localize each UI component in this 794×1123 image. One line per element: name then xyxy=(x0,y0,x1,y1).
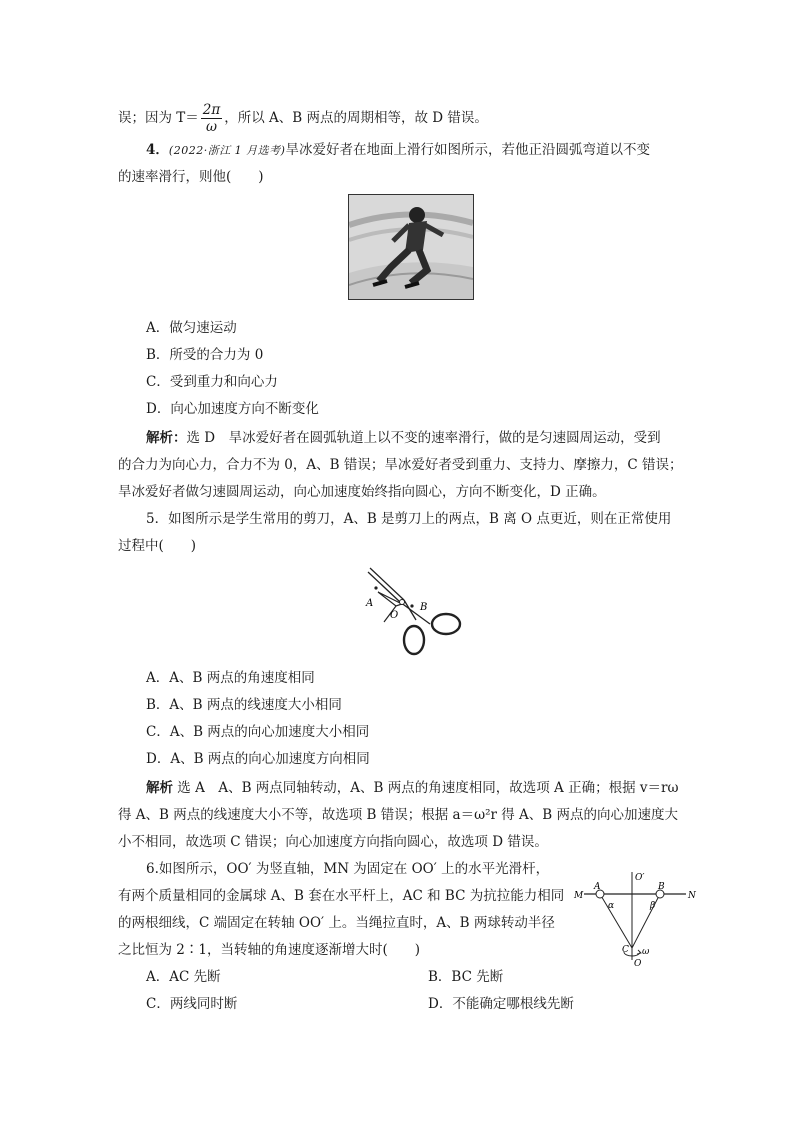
q4-answer-text1: 选 D 旱冰爱好者在圆弧轨道上以不变的速率滑行，做的是匀速圆周运动，受到 xyxy=(186,430,661,446)
rod-label-n: N xyxy=(688,891,696,901)
q4-option-b: B．所受的合力为 0 xyxy=(146,347,264,363)
q6-option-a: A．AC 先断 xyxy=(146,969,221,985)
q4-option-c: C．受到重力和向心力 xyxy=(146,374,278,390)
skater-figure xyxy=(348,194,474,300)
rod-label-o-bottom: O xyxy=(634,959,642,968)
q6-option-row1 xyxy=(146,967,666,987)
q4-stem-text1: 旱冰爱好者在地面上滑行如图所示，若他正沿圆弧弯道以不变 xyxy=(285,142,650,158)
q6-stem-line3: 的两根细线，C 端固定在转轴 OO′ 上。当绳拉直时，A、B 两球转动半径 xyxy=(118,915,555,931)
rod-label-beta: β xyxy=(650,901,656,911)
rod-label-omega: ω xyxy=(642,947,650,957)
q6-option-c: C．两线同时断 xyxy=(146,996,238,1012)
rod-label-c: C xyxy=(622,945,629,955)
rod-label-m: M xyxy=(574,891,584,901)
q6-option-row2 xyxy=(146,994,666,1014)
q6-stem-line1: 6.如图所示，OO′ 为竖直轴，MN 为固定在 OO′ 上的水平光滑杆， xyxy=(146,861,550,877)
q5-option-b: B．A、B 两点的线速度大小相同 xyxy=(146,697,342,713)
q5-option-d: D．A、B 两点的向心加速度方向相同 xyxy=(146,751,370,767)
q6-option-b: B．BC 先断 xyxy=(428,969,504,985)
rod-label-b: B xyxy=(658,882,665,892)
q4-stem-line1 xyxy=(146,140,650,161)
q5-option-a: A．A、B 两点的角速度相同 xyxy=(146,670,315,686)
q5-answer-line3: 小不相同，故选项 C 错误；向心加速度方向指向圆心，故选项 D 错误。 xyxy=(118,834,548,850)
q6-option-d: D．不能确定哪根线先断 xyxy=(428,996,574,1012)
q4-answer-line1 xyxy=(146,428,661,448)
q5-answer-line1 xyxy=(146,778,678,798)
rod-label-a: A xyxy=(594,882,601,892)
q4-source: (2022·浙江 1 月选考) xyxy=(168,144,286,157)
q5-stem-line2: 过程中( ) xyxy=(118,538,197,554)
q5-answer-label: 解析 xyxy=(146,780,173,796)
q4-option-d: D．向心加速度方向不断变化 xyxy=(146,401,319,417)
q5-option-c: C．A、B 两点的向心加速度大小相同 xyxy=(146,724,370,740)
fraction-denominator: ω xyxy=(206,119,218,135)
q6-stem-line4: 之比恒为 2∶1，当转轴的角速度逐渐增大时( ) xyxy=(118,942,421,958)
q4-answer-label: 解析： xyxy=(146,430,187,446)
q4-answer-line2: 的合力为向心力，合力不为 0，A、B 错误；旱冰爱好者受到重力、支持力、摩擦力，C 错误； xyxy=(118,457,683,473)
q4-stem-line2: 的速率滑行，则他( ) xyxy=(118,169,264,185)
scissors-label-o: O xyxy=(390,610,399,621)
scissors-figure xyxy=(356,562,466,662)
tail-prefix: 误；因为 T＝ xyxy=(118,110,199,126)
q5-answer-text1: 选 A A、B 两点同轴转动，A、B 两点的角速度相同，故选项 A 正确；根据 v＝rω xyxy=(173,780,679,796)
q5-answer-line2: 得 A、B 两点的线速度大小不等，故选项 B 错误；根据 a＝ω²r 得 A、B 两点的向心加速度大 xyxy=(118,807,679,823)
scissors-label-a: A xyxy=(366,598,374,609)
skater-illustration xyxy=(349,195,473,299)
rod-label-o-top: O′ xyxy=(635,873,645,883)
fraction-numerator: 2π xyxy=(202,102,221,118)
q4-option-a: A．做匀速运动 xyxy=(146,320,237,336)
q6-stem-line2: 有两个质量相同的金属球 A、B 套在水平杆上，AC 和 BC 为抗拉能力相同 xyxy=(118,888,565,904)
tail-suffix: ，所以 A、B 两点的周期相等，故 D 错误。 xyxy=(224,110,488,126)
scissors-label-b: B xyxy=(420,602,428,613)
q4-number: 4． xyxy=(146,142,169,158)
rotating-rod-figure xyxy=(572,864,700,968)
q3-answer-tail xyxy=(118,102,488,135)
q5-stem-line1: 5．如图所示是学生常用的剪刀，A、B 是剪刀上的两点，B 离 O 点更近，则在正常使用 xyxy=(146,511,672,527)
period-fraction xyxy=(201,102,222,135)
rod-label-alpha: α xyxy=(608,901,615,911)
q4-answer-line3: 旱冰爱好者做匀速圆周运动，向心加速度始终指向圆心，方向不断变化，D 正确。 xyxy=(118,484,606,500)
